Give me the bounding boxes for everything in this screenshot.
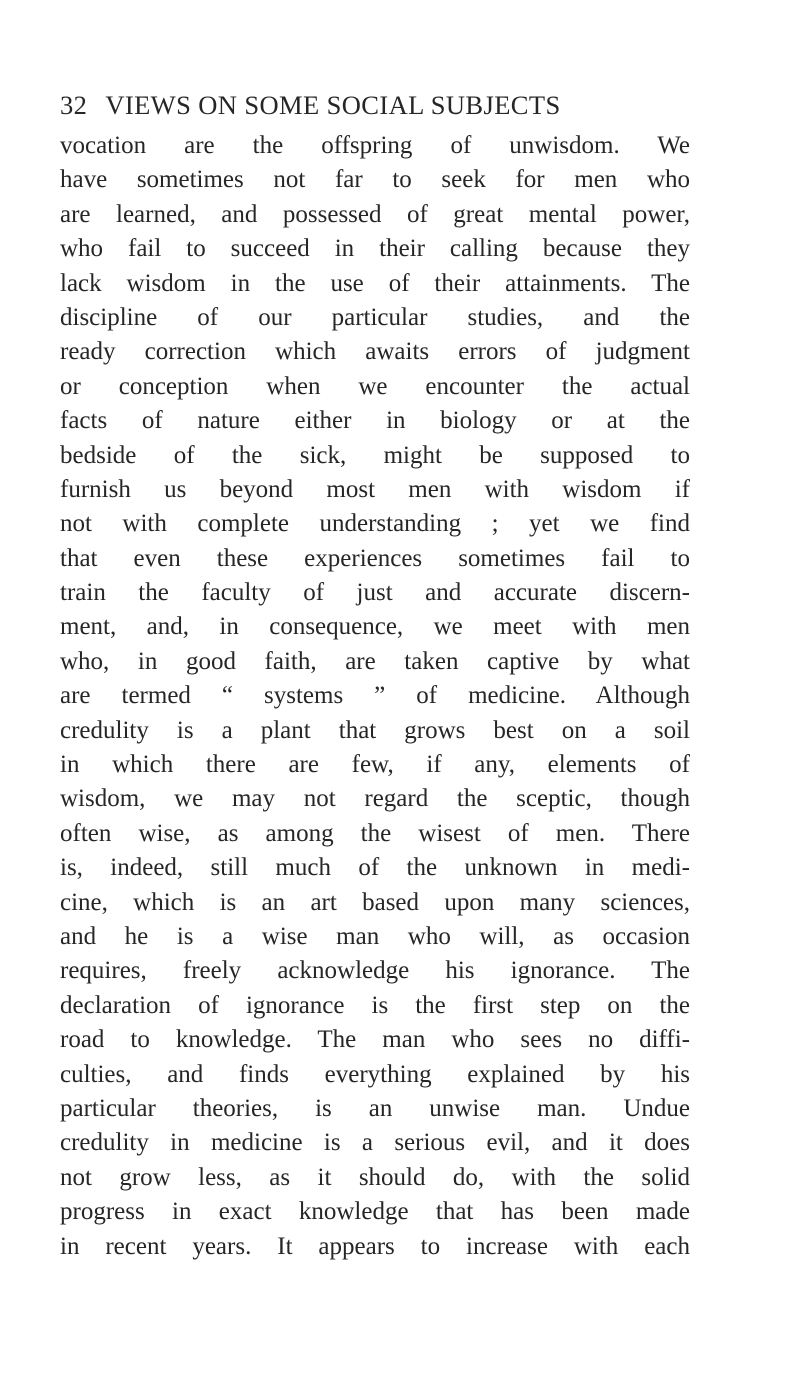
- text-line: discipline of our particular studies, and the: [60, 303, 690, 331]
- text-line: ment, and, in consequence, we meet with men: [60, 613, 690, 641]
- page-number: 32: [60, 90, 88, 120]
- text-line: often wise, as among the wisest of men. There: [60, 819, 690, 847]
- text-line: ready correction which awaits errors of judgment: [60, 338, 690, 366]
- text-line: particular theories, is an unwise man. Undue: [60, 1094, 690, 1122]
- text-line: in recent years. It appears to increase with each: [60, 1232, 690, 1260]
- body-text: [60, 129, 690, 1264]
- text-line: credulity in medicine is a serious evil, and it does: [60, 1129, 690, 1157]
- text-line: not with complete understanding ; yet we find: [60, 510, 690, 538]
- text-line: that even these experiences sometimes fail to: [60, 544, 690, 572]
- running-head: [60, 85, 690, 125]
- text-line: are termed “ systems ” of medicine. Although: [60, 682, 690, 710]
- text-line: lack wisdom in the use of their attainments. The: [60, 269, 690, 297]
- text-line: requires, freely acknowledge his ignorance. The: [60, 957, 690, 985]
- text-line: declaration of ignorance is the first step on the: [60, 991, 690, 1019]
- text-line: credulity is a plant that grows best on a soil: [60, 716, 690, 744]
- text-line: in which there are few, if any, elements of: [60, 751, 690, 779]
- text-line: road to knowledge. The man who sees no diffi-: [60, 1026, 690, 1054]
- text-line: and he is a wise man who will, as occasion: [60, 922, 690, 950]
- text-line: is, indeed, still much of the unknown in medi-: [60, 854, 690, 882]
- text-line: cine, which is an art based upon many sciences,: [60, 888, 690, 916]
- text-line: progress in exact knowledge that has been made: [60, 1198, 690, 1226]
- text-line: are learned, and possessed of great mental power,: [60, 200, 690, 228]
- text-line: or conception when we encounter the actual: [60, 372, 690, 400]
- text-line: train the faculty of just and accurate discern-: [60, 579, 690, 607]
- text-line: who fail to succeed in their calling because they: [60, 235, 690, 263]
- text-line: not grow less, as it should do, with the solid: [60, 1163, 690, 1191]
- text-line: have sometimes not far to seek for men who: [60, 166, 690, 194]
- text-line: wisdom, we may not regard the sceptic, though: [60, 785, 690, 813]
- text-line: bedside of the sick, might be supposed to: [60, 441, 690, 469]
- text-line: facts of nature either in biology or at the: [60, 407, 690, 435]
- text-line: culties, and finds everything explained by his: [60, 1060, 690, 1088]
- running-title: VIEWS ON SOME SOCIAL SUBJECTS: [105, 90, 561, 120]
- text-line: who, in good faith, are taken captive by what: [60, 647, 690, 675]
- text-line: furnish us beyond most men with wisdom if: [60, 475, 690, 503]
- text-line: vocation are the offspring of unwisdom. We: [60, 132, 690, 159]
